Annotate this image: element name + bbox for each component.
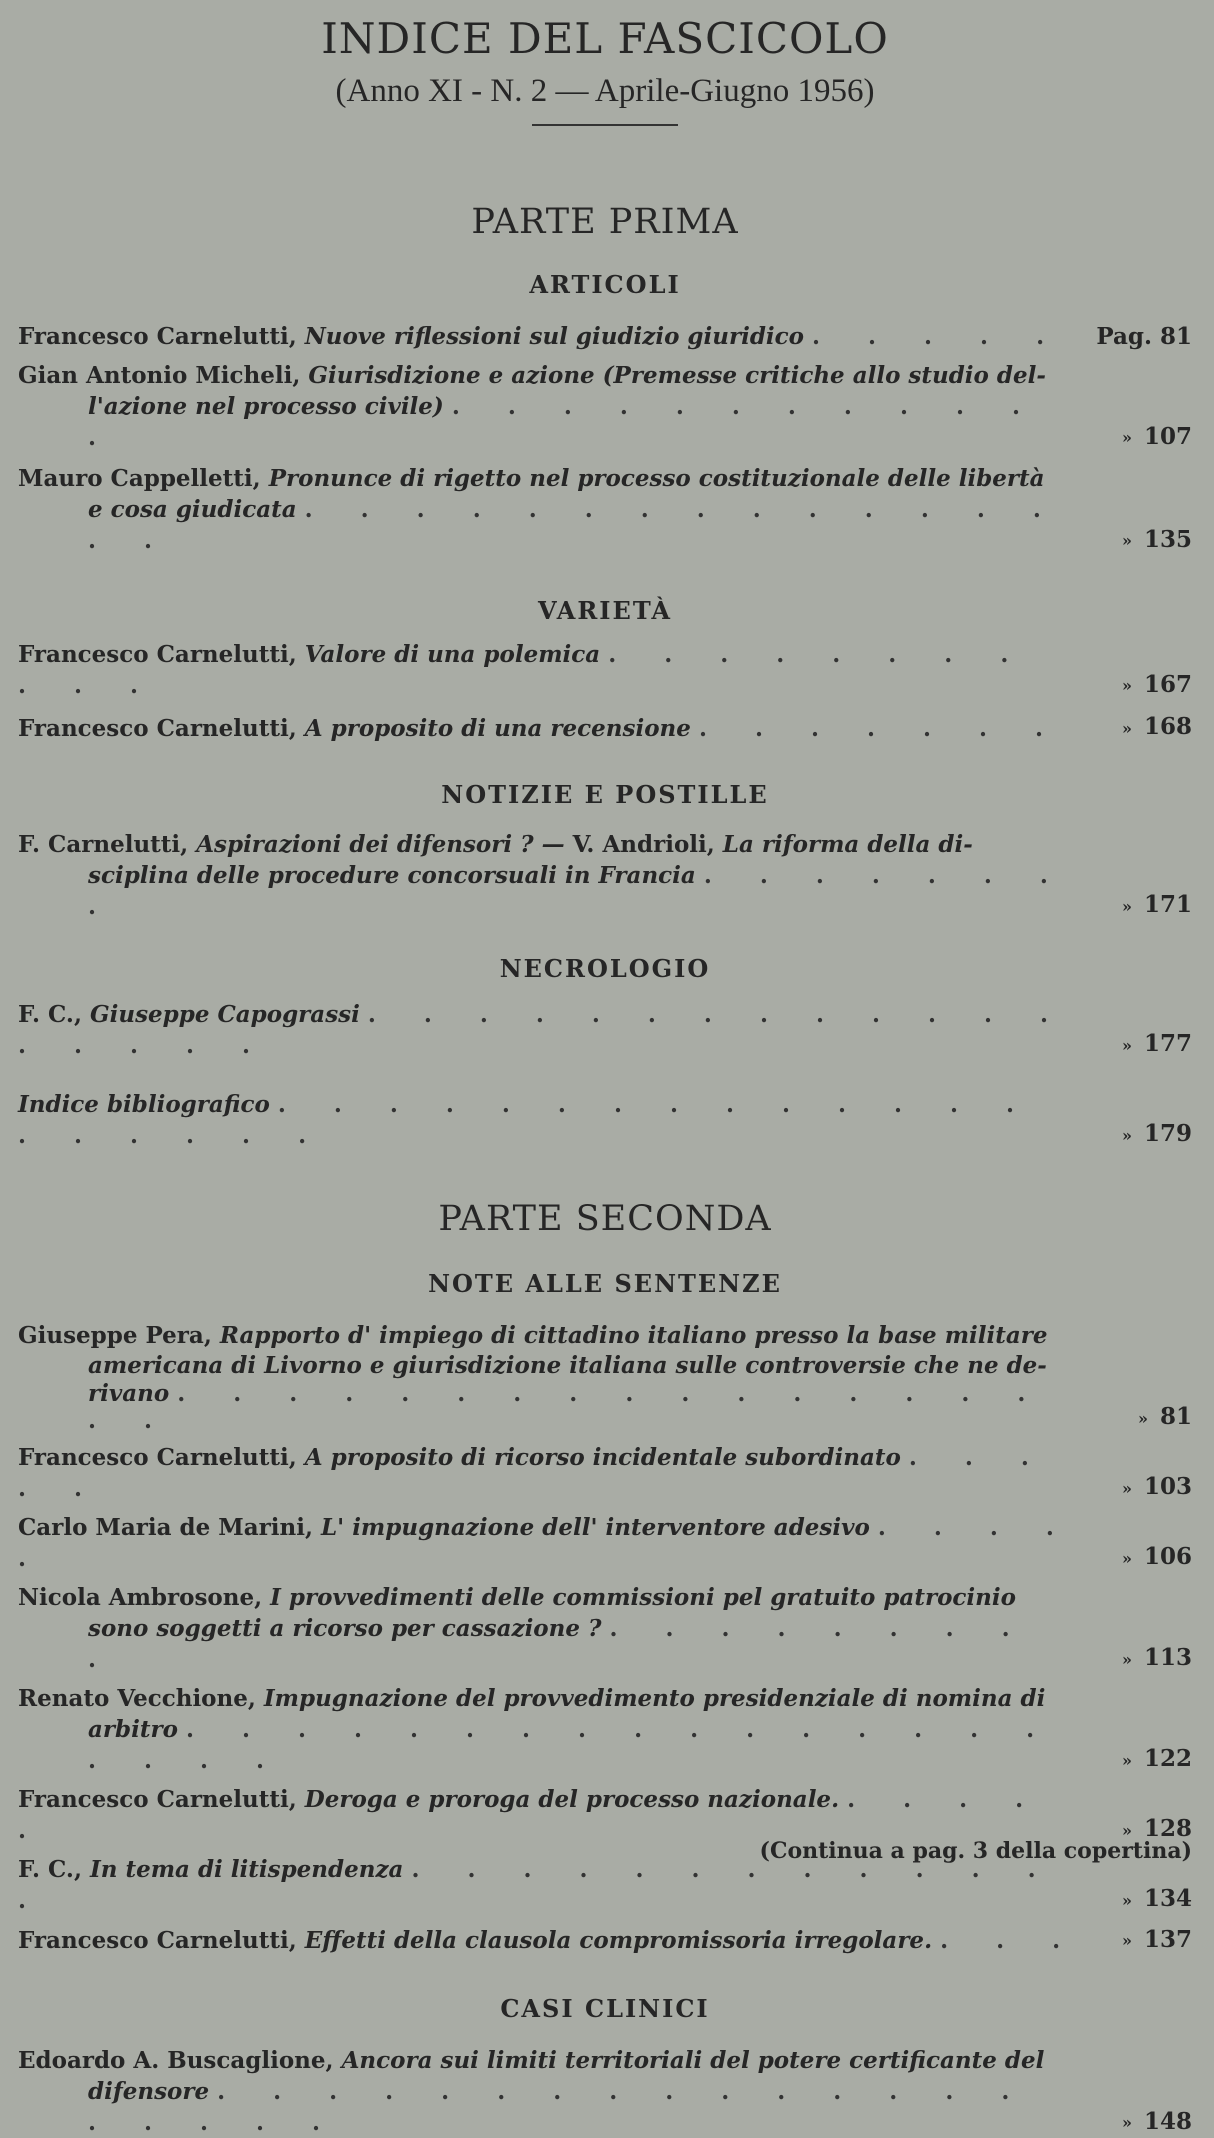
ditto-mark: » — [1121, 1548, 1132, 1568]
entry-page: 122 — [1143, 1745, 1192, 1772]
toc-entry — [18, 360, 1192, 453]
entry-page: Pag. 81 — [1096, 323, 1192, 350]
entry-title: Giuseppe Capograssi — [89, 1000, 360, 1028]
entry-author: F. C., — [18, 1000, 82, 1028]
entry-author: F. Carnelutti, — [18, 830, 189, 858]
entry-title: A proposito di ricorso incidentale subordinato — [304, 1443, 901, 1471]
casi-heading: CASI CLINICI — [500, 1994, 710, 2023]
leader-dots: . . . . . . . . . . . . . . . . . . . . — [88, 2078, 1030, 2136]
entry-title-cont: arbitro — [88, 1715, 178, 1743]
toc-entry — [18, 1512, 1192, 1574]
toc-entry — [18, 463, 1192, 556]
leader-dots: . . . — [940, 1927, 1081, 1954]
ditto-mark: » — [1121, 1820, 1132, 1840]
entry-page: 171 — [1143, 891, 1192, 918]
toc-entry — [18, 1320, 1192, 1434]
toc-entry — [18, 1784, 1192, 1846]
parte-prima-title: PARTE PRIMA — [471, 202, 739, 242]
entry-page: 134 — [1143, 1885, 1192, 1912]
necrologio-heading: NECROLOGIO — [499, 953, 711, 983]
entry-author: Francesco Carnelutti, — [18, 323, 297, 350]
toc-entry — [18, 639, 1192, 701]
ditto-mark: » — [1121, 896, 1132, 916]
entry-author: Mauro Cappelletti, — [18, 465, 261, 492]
toc-entry — [18, 321, 1192, 352]
entry-author: Francesco Carnelutti, — [18, 1443, 297, 1471]
entry-author: Gian Antonio Micheli, — [18, 362, 301, 389]
entry-page: 167 — [1143, 670, 1192, 698]
entry-page: 81 — [1159, 1403, 1192, 1430]
entry-author: Edoardo A. Buscaglione, — [18, 2047, 334, 2074]
entry-title-cont: sono soggetti a ricorso per cassazione ? — [88, 1614, 602, 1642]
leader-dots: . . . . . . . . . . . . . . . . . . — [88, 1379, 1046, 1434]
entry-title: Deroga e proroga del processo nazionale. — [304, 1785, 840, 1813]
note-heading: NOTE ALLE SENTENZE — [428, 1268, 782, 1298]
entry-page: 179 — [1143, 1120, 1192, 1147]
ditto-mark: » — [1121, 1931, 1132, 1950]
continuation-note: (Continua a pag. 3 della copertina) — [759, 1838, 1192, 1864]
entry-title: Rapporto d' impiego di cittadino italiano presso la base militare — [219, 1321, 1048, 1349]
entry-title: Pronunce di rigetto nel processo costituzionale delle libertà — [268, 465, 1045, 492]
entry-title-cont: l'azione nel processo civile) — [88, 393, 444, 420]
entry-author-second: V. Andrioli, — [572, 830, 715, 858]
entry-title: Valore di una polemica — [304, 641, 601, 668]
toc-entry — [18, 711, 1192, 744]
leader-dots: . . . . . . . . . . . . . . . . . . . . — [18, 1090, 1035, 1149]
ditto-mark: » — [1121, 2113, 1132, 2132]
leader-dots: . . . . . . . . . — [88, 1614, 1030, 1673]
entry-title-cont: americana di Livorno e giurisdizione italiana sulle controversie che ne de- — [88, 1351, 1047, 1379]
entry-title: I provvedimenti delle commissioni pel gratuito patrocinio — [270, 1583, 1016, 1611]
entry-title: A proposito di una recensione — [304, 714, 691, 742]
toc-entry — [18, 2045, 1192, 2138]
entry-page: 137 — [1143, 1925, 1192, 1953]
entry-author: Giuseppe Pera, — [18, 1321, 212, 1349]
entry-title-cont: difensore — [88, 2078, 210, 2105]
leader-dots: . . . . . . . . — [88, 861, 1068, 920]
ditto-mark: » — [1121, 1649, 1132, 1669]
toc-entry — [18, 1582, 1192, 1675]
toc-entry — [18, 999, 1192, 1061]
entry-author: Francesco Carnelutti, — [18, 1927, 297, 1954]
toc-entry — [18, 1924, 1192, 1957]
ditto-mark: » — [1121, 676, 1132, 695]
title-rule — [532, 124, 678, 126]
page-title: INDICE DEL FASCICOLO — [321, 14, 889, 63]
leader-dots: . . . . . — [18, 1785, 1044, 1844]
toc-entry — [18, 829, 1192, 922]
entry-page: 168 — [1143, 713, 1192, 740]
leader-dots: . . . . . . . . . . . . — [88, 393, 1040, 451]
entry-title: Aspirazioni dei difensori ? — — [196, 830, 573, 858]
entry-title: In tema di litispendenza — [89, 1855, 404, 1883]
leader-dots: . . . . . . . . . . . . . — [18, 1855, 1056, 1914]
indice-bibliografico-label: Indice bibliografico — [18, 1090, 270, 1118]
ditto-mark: » — [1121, 1750, 1132, 1770]
entry-page: 148 — [1143, 2107, 1192, 2135]
leader-dots: . . . . . . . — [698, 714, 1064, 742]
entry-title-second: La riforma della di- — [722, 830, 973, 858]
notizie-heading: NOTIZIE E POSTILLE — [441, 779, 769, 809]
toc-entry — [18, 1089, 1192, 1151]
entry-title: Giurisdizione e azione (Premesse critiche allo studio del- — [308, 362, 1046, 389]
ditto-mark: » — [1121, 1035, 1132, 1055]
entry-author: Francesco Carnelutti, — [18, 714, 297, 742]
entry-page: 128 — [1143, 1815, 1192, 1842]
toc-entry — [18, 1683, 1192, 1776]
ditto-mark: » — [1121, 718, 1132, 738]
entry-title-cont: sciplina delle procedure concorsuali in Francia — [88, 861, 696, 889]
entry-title: Ancora sui limiti territoriali del potere certificante del — [341, 2047, 1045, 2074]
leader-dots: . . . . . . . . . . . . . . . . — [88, 496, 1061, 554]
entry-page: 113 — [1143, 1644, 1192, 1671]
entry-page: 177 — [1143, 1030, 1192, 1057]
entry-title-cont: rivano — [88, 1379, 170, 1407]
leader-dots: . . . . . . . . . . . — [18, 641, 1029, 699]
varieta-heading: VARIETÀ — [537, 596, 672, 625]
entry-title: Impugnazione del provvedimento presidenziale di nomina di — [263, 1684, 1046, 1712]
entry-author: Renato Vecchione, — [18, 1684, 256, 1712]
leader-dots: . . . . . — [18, 1443, 1049, 1502]
entry-title: Effetti della clausola compromissoria irregolare. — [304, 1927, 933, 1954]
ditto-mark: » — [1121, 531, 1132, 550]
ditto-mark: » — [1121, 1478, 1132, 1498]
parte-seconda-title: PARTE SECONDA — [438, 1198, 772, 1239]
entry-page: 107 — [1143, 422, 1192, 450]
entry-page: 135 — [1143, 525, 1192, 553]
entry-author: F. C., — [18, 1855, 82, 1883]
ditto-mark: » — [1137, 1408, 1148, 1428]
entry-author: Nicola Ambrosone, — [18, 1583, 263, 1611]
entry-author: Carlo Maria de Marini, — [18, 1513, 313, 1541]
entry-title: Nuove riflessioni sul giudizio giuridico — [304, 323, 804, 350]
articoli-heading: ARTICOLI — [529, 270, 681, 299]
entry-title: L' impugnazione dell' interventore adesivo — [320, 1513, 870, 1541]
issue-subtitle: (Anno XI - N. 2 — Aprile-Giugno 1956) — [335, 73, 875, 109]
leader-dots: . . . . . — [18, 1513, 1074, 1572]
leader-dots: . . . . . . . . . . . . . . . . . . — [18, 1000, 1069, 1059]
entry-author: Francesco Carnelutti, — [18, 1785, 297, 1813]
ditto-mark: » — [1121, 1125, 1132, 1145]
ditto-mark: » — [1121, 1890, 1132, 1910]
ditto-mark: » — [1121, 428, 1132, 447]
leader-dots: . . . . . — [812, 323, 1065, 350]
toc-entry — [18, 1442, 1192, 1504]
entry-page: 103 — [1143, 1473, 1192, 1500]
leader-dots: . . . . . . . . . . . . . . . . . . . . — [88, 1715, 1055, 1774]
entry-page: 106 — [1143, 1543, 1192, 1570]
entry-title-cont: e cosa giudicata — [88, 496, 297, 523]
entry-author: Francesco Carnelutti, — [18, 641, 297, 668]
